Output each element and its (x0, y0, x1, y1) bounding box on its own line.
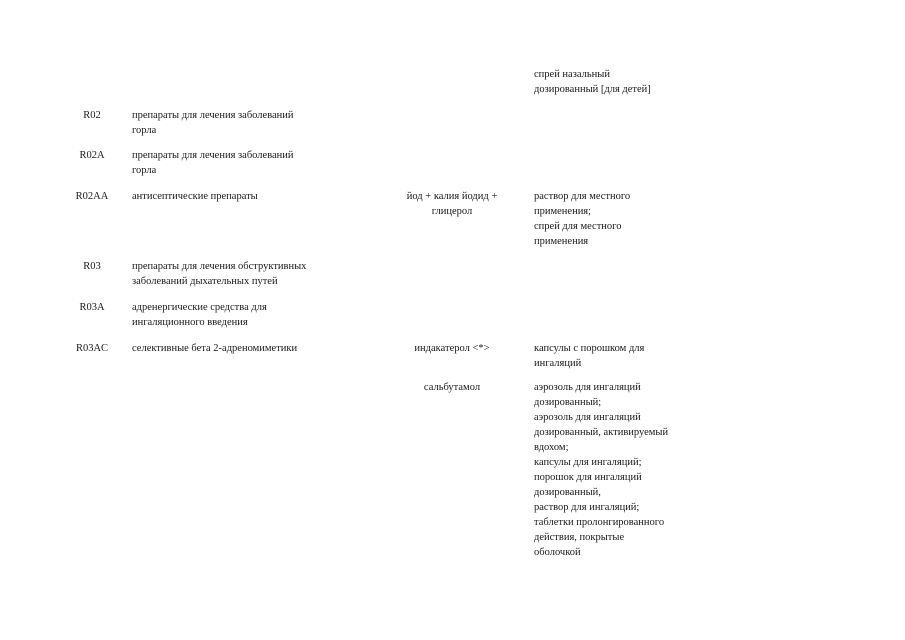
dosage-form: аэрозоль для ингаляций дозированный; аэрозоль для ингаляций дозированный, активируемый вдохом; капсулы для ингаляций; порошок для ингаляций дозированный, раствор для ингаляций; таблетки пролонгированного действия, покрытые оболочкой (534, 382, 669, 558)
anatomic-group-name: препараты для лечения заболеваний горла (132, 110, 294, 136)
anatomic-group-name: препараты для лечения заболеваний горла (132, 150, 294, 176)
dosage-form: капсулы с порошком для ингаляций (534, 343, 645, 369)
dosage-form: раствор для местного применения; спрей для местного применения (534, 191, 631, 247)
drug-name: йод + калия йодид + глицерол (406, 191, 498, 217)
atc-code: R02AA (75, 191, 109, 202)
atc-code: R02A (79, 150, 105, 161)
drug-name: индакатерол <*> (414, 343, 490, 354)
anatomic-group-name: селективные бета 2-адреномиметики (132, 343, 298, 354)
atc-code: R02 (83, 110, 101, 121)
anatomic-group-name: антисептические препараты (132, 191, 258, 202)
drug-name: сальбутамол (423, 382, 481, 393)
anatomic-group-name: препараты для лечения обструктивных заболеваний дыхательных путей (132, 261, 307, 287)
atc-code: R03AC (75, 343, 109, 354)
dosage-form: спрей назальный дозированный [для детей] (534, 69, 651, 95)
anatomic-group-name: адренергические средства для ингаляционного введения (132, 302, 267, 328)
atc-code: R03A (79, 302, 105, 313)
atc-code: R03 (83, 261, 101, 272)
